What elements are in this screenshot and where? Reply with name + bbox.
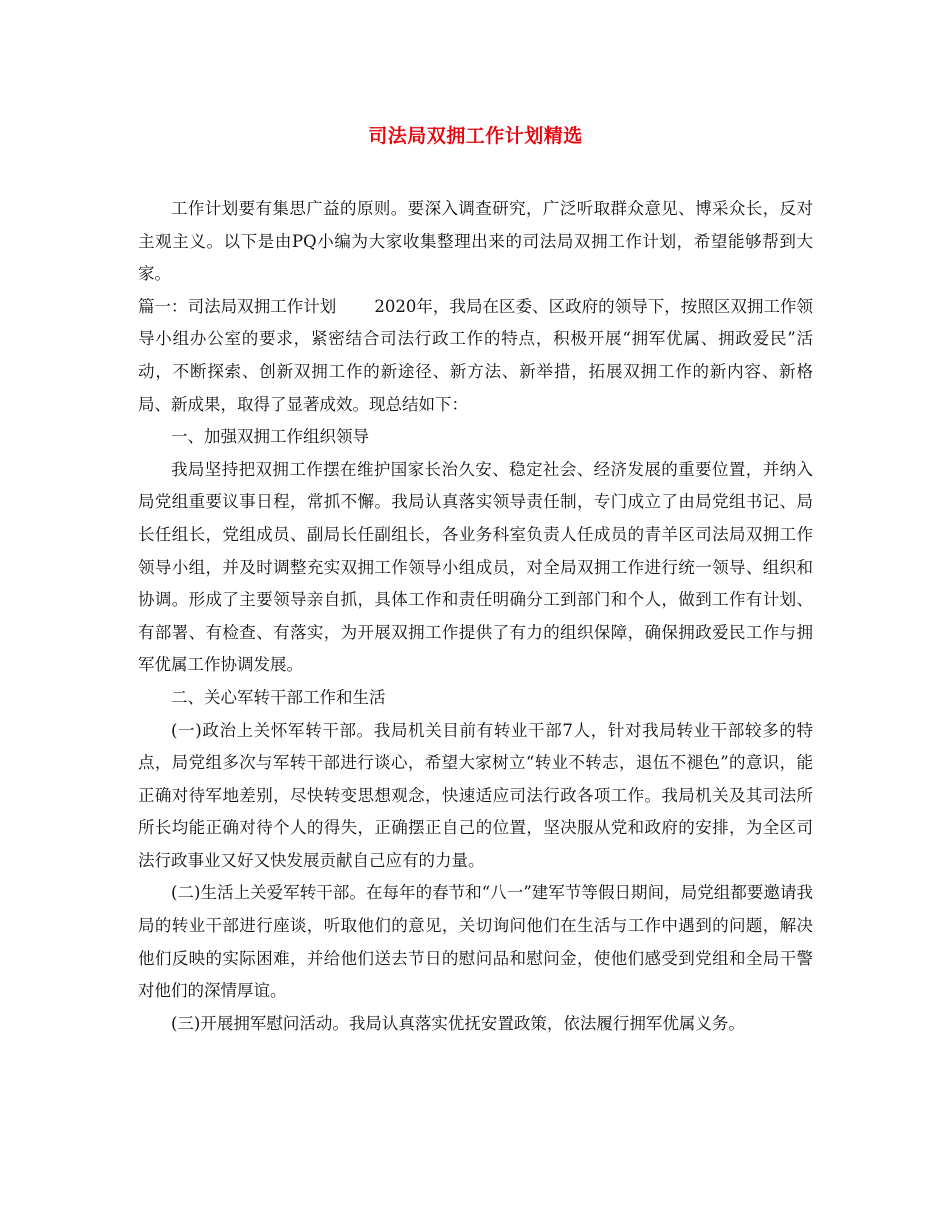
- document-body: [138, 193, 813, 1040]
- section-heading-2: 二、关心军转干部工作和生活: [171, 687, 386, 707]
- section-2-paragraph-3: (三)开展拥军慰问活动。我局认真落实优抚安置政策，依法履行拥军优属义务。: [171, 1013, 745, 1033]
- part-one-text: 2020年，我局在区委、区政府的领导下，按照区双拥工作领导小组办公室的要求，紧密结合司法行政工作的特点，积极开展“拥军优属、拥政爱民”活动，不断探索、创新双拥工作的新途径、新方法、新举措，拓展双拥工作的新内容、新格局、新成果，取得了显著成效。现总结如下：: [138, 296, 814, 414]
- intro-paragraph: 工作计划要有集思广益的原则。要深入调查研究，广泛听取群众意见、博采众长，反对主观主义。以下是由PQ小编为大家收集整理出来的司法局双拥工作计划，希望能够帮到大家。: [138, 199, 813, 284]
- part-one-paragraph: [138, 291, 813, 421]
- section-heading-1: 一、加强双拥工作组织领导: [171, 427, 369, 447]
- section-2-paragraph-2: (二)生活上关爱军转干部。在每年的春节和“八一”建军节等假日期间，局党组都要邀请我局的转业干部进行座谈，听取他们的意见，关切询问他们在生活与工作中遇到的问题，解决他们反映的实际困难，并给他们送去节日的慰问品和慰问金，使他们感受到党组和全局干警对他们的深情厚谊。: [138, 883, 813, 1001]
- part-one-label: 篇一：司法局双拥工作计划: [138, 296, 337, 316]
- section-1-paragraph: 我局坚持把双拥工作摆在维护国家长治久安、稳定社会、经济发展的重要位置，并纳入局党组重要议事日程，常抓不懈。我局认真落实领导责任制，专门成立了由局党组书记、局长任组长，党组成员、副局长任副组长，各业务科室负责人任成员的青羊区司法局双拥工作领导小组，并及时调整充实双拥工作领导小组成员，对全局双拥工作进行统一领导、组织和协调。形成了主要领导亲自抓，具体工作和责任明确分工到部门和个人，做到工作有计划、有部署、有检查、有落实，为开展双拥工作提供了有力的组织保障，确保拥政爱民工作与拥军优属工作协调发展。: [138, 459, 813, 675]
- document-title: 司法局双拥工作计划精选: [368, 125, 583, 147]
- section-2-paragraph-1: (一)政治上关怀军转干部。我局机关目前有转业干部7人，针对我局转业干部较多的特点，局党组多次与军转干部进行谈心，希望大家树立“转业不转志，退伍不褪色”的意识，能正确对待军地差别，尽快转变思想观念，快速适应司法行政各项工作。我局机关及其司法所所长均能正确对待个人的得失，正确摆正自己的位置，坚决服从党和政府的安排，为全区司法行政事业又好又快发展贡献自己应有的力量。: [138, 720, 813, 870]
